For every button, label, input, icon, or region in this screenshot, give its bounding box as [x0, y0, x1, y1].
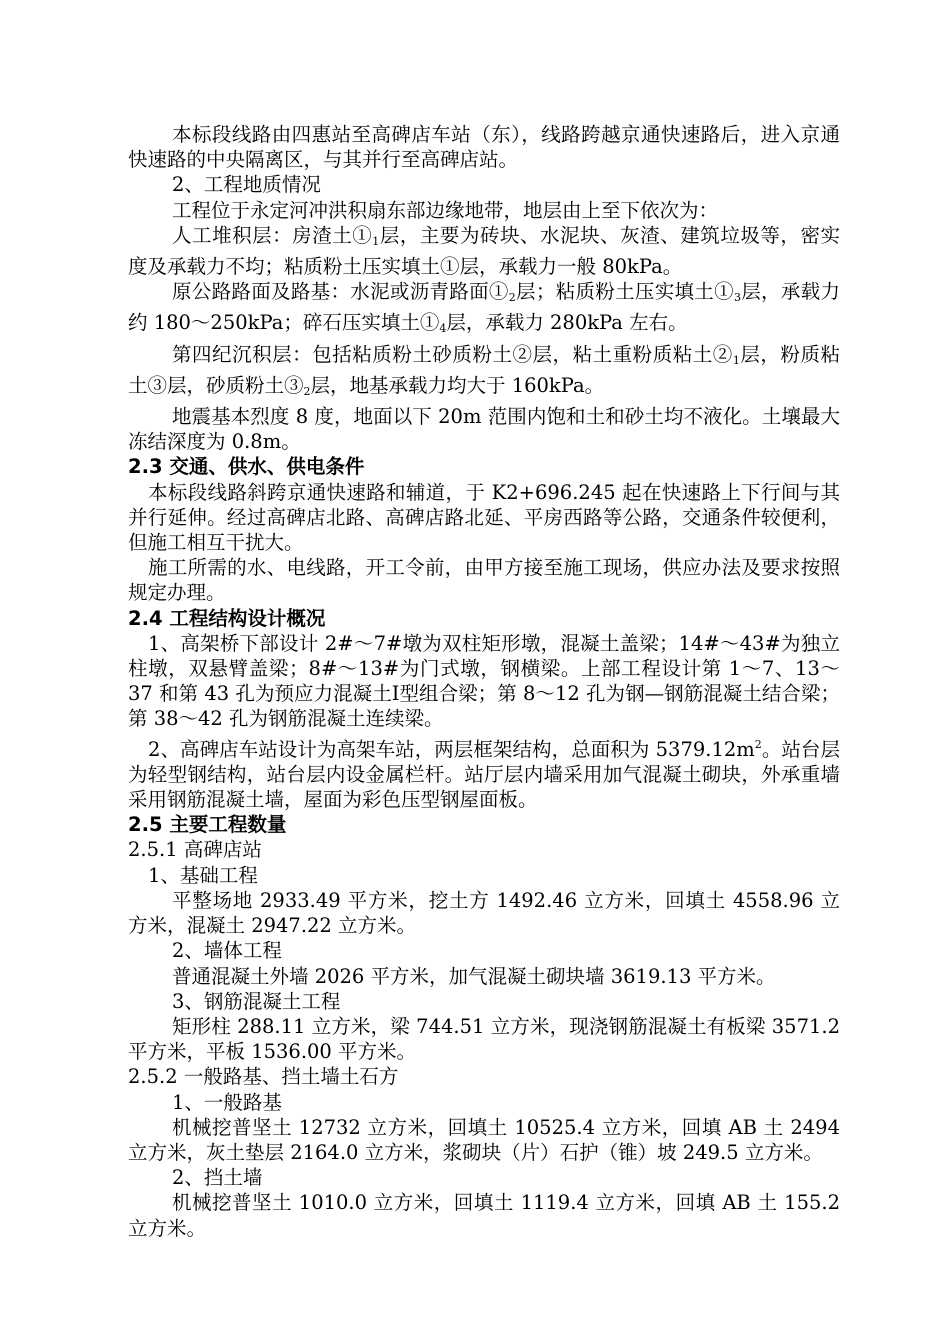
subsection-heading-2-5-1: 2.5.1 高碑店站 — [128, 838, 262, 862]
paragraph-retaining-wall-quantities: 机械挖普坚土 1010.0 立方米，回填土 1119.4 立方米，回填 AB 土 155.2 立方米。 — [128, 1191, 840, 1240]
item-wall-heading: 2、墙体工程 — [172, 939, 282, 963]
paragraph-road-base: 原公路路面及路基：水泥或沥青路面$①_2$层；粘质粉土压实填土$①_3$层，承载力约 180～250kPa；碎石压实填土$①_4$层，承载力 280kPa 左右。 — [128, 280, 840, 336]
item-concrete-heading: 3、钢筋混凝土工程 — [172, 989, 341, 1013]
paragraph-wall-quantities: 普通混凝土外墙 2026 平方米，加气混凝土砌块墙 3619.13 平方米。 — [172, 964, 776, 988]
paragraph-foundation-quantities: 平整场地 2933.49 平方米，挖土方 1492.46 立方米，回填土 4558.96 立方米，混凝土 2947.22 立方米。 — [128, 888, 840, 938]
section-heading-2-5: 2.5 主要工程数量 — [128, 813, 287, 837]
paragraph-station-design: 2、高碑店车站设计为高架车站，两层框架结构，总面积为 $5379.12m^2$。站台层为轻型钢结构，站台层内设金属栏杆。站厅层内墙采用加气混凝土砌块，外承重墙采用钢筋混凝土墙，屋面为彩色压型钢屋面板。 — [128, 737, 840, 812]
item-geology-heading: 2、工程地质情况 — [172, 173, 321, 197]
paragraph-viaduct-design: 1、高架桥下部设计 2#～7#墩为双柱矩形墩，混凝土盖梁；14#～43#为独立柱墩，双悬臂盖梁；8#～13#为门式墩，钢横梁。上部工程设计第 1～7、13～37 和第 43 孔为预应力混凝土Ⅰ型组合梁；第 8～12 孔为钢—钢筋混凝土结合梁；第 38～42 孔为钢筋混凝土连续梁。 — [128, 631, 840, 731]
paragraph-seismic: 地震基本烈度 8 度，地面以下 20m 范围内饱和土和砂土均不液化。土壤最大冻结深度为 0.8m。 — [128, 405, 840, 454]
paragraph-route-overview: 本标段线路由四惠站至高碑店车站（东），线路跨越京通快速路后，进入京通快速路的中央隔离区，与其并行至高碑店站。 — [128, 123, 840, 172]
item-foundation-heading: 1、基础工程 — [148, 863, 258, 887]
section-heading-2-4: 2.4 工程结构设计概况 — [128, 606, 326, 630]
paragraph-concrete-quantities: 矩形柱 288.11 立方米，梁 744.51 立方米，现浇钢筋混凝土有板梁 3571.2 平方米，平板 1536.00 平方米。 — [128, 1014, 840, 1064]
item-retaining-wall-heading: 2、挡土墙 — [172, 1166, 263, 1190]
subsection-heading-2-5-2: 2.5.2 一般路基、挡土墙土石方 — [128, 1065, 399, 1089]
paragraph-quaternary: 第四纪沉积层：包括粘质粉土砂质粉土②层，粘土重粉质粘土$②_1$层，粉质粘土③层，砂质粉土$③_2$层，地基承载力均大于 160kPa。 — [128, 342, 840, 398]
paragraph-subgrade-quantities: 机械挖普坚土 12732 立方米，回填土 10525.4 立方米，回填 AB 土 2494 立方米，灰土垫层 2164.0 立方米，浆砌块（片）石护（锥）坡 249.5 立方米。 — [128, 1115, 840, 1164]
paragraph-utilities: 施工所需的水、电线路，开工令前，由甲方接至施工现场，供应办法及要求按照规定办理。 — [128, 556, 840, 605]
paragraph-artificial-fill: 人工堆积层：房渣土$①_1$层，主要为砖块、水泥块、灰渣、建筑垃圾等，密实度及承载力不均；粘质粉土压实填土①层，承载力一般 80kPa。 — [128, 223, 840, 279]
section-heading-2-3: 2.3 交通、供水、供电条件 — [128, 455, 365, 479]
paragraph-geology-intro: 工程位于永定河冲洪积扇东部边缘地带，地层由上至下依次为： — [172, 198, 719, 222]
paragraph-traffic: 本标段线路斜跨京通快速路和辅道，于 K2+696.245 起在快速路上下行间与其并行延伸。经过高碑店北路、高碑店路北延、平房西路等公路，交通条件较便利，但施工相互干扰大。 — [128, 480, 840, 555]
item-subgrade-heading: 1、一般路基 — [172, 1090, 282, 1114]
document-body — [128, 122, 840, 1241]
